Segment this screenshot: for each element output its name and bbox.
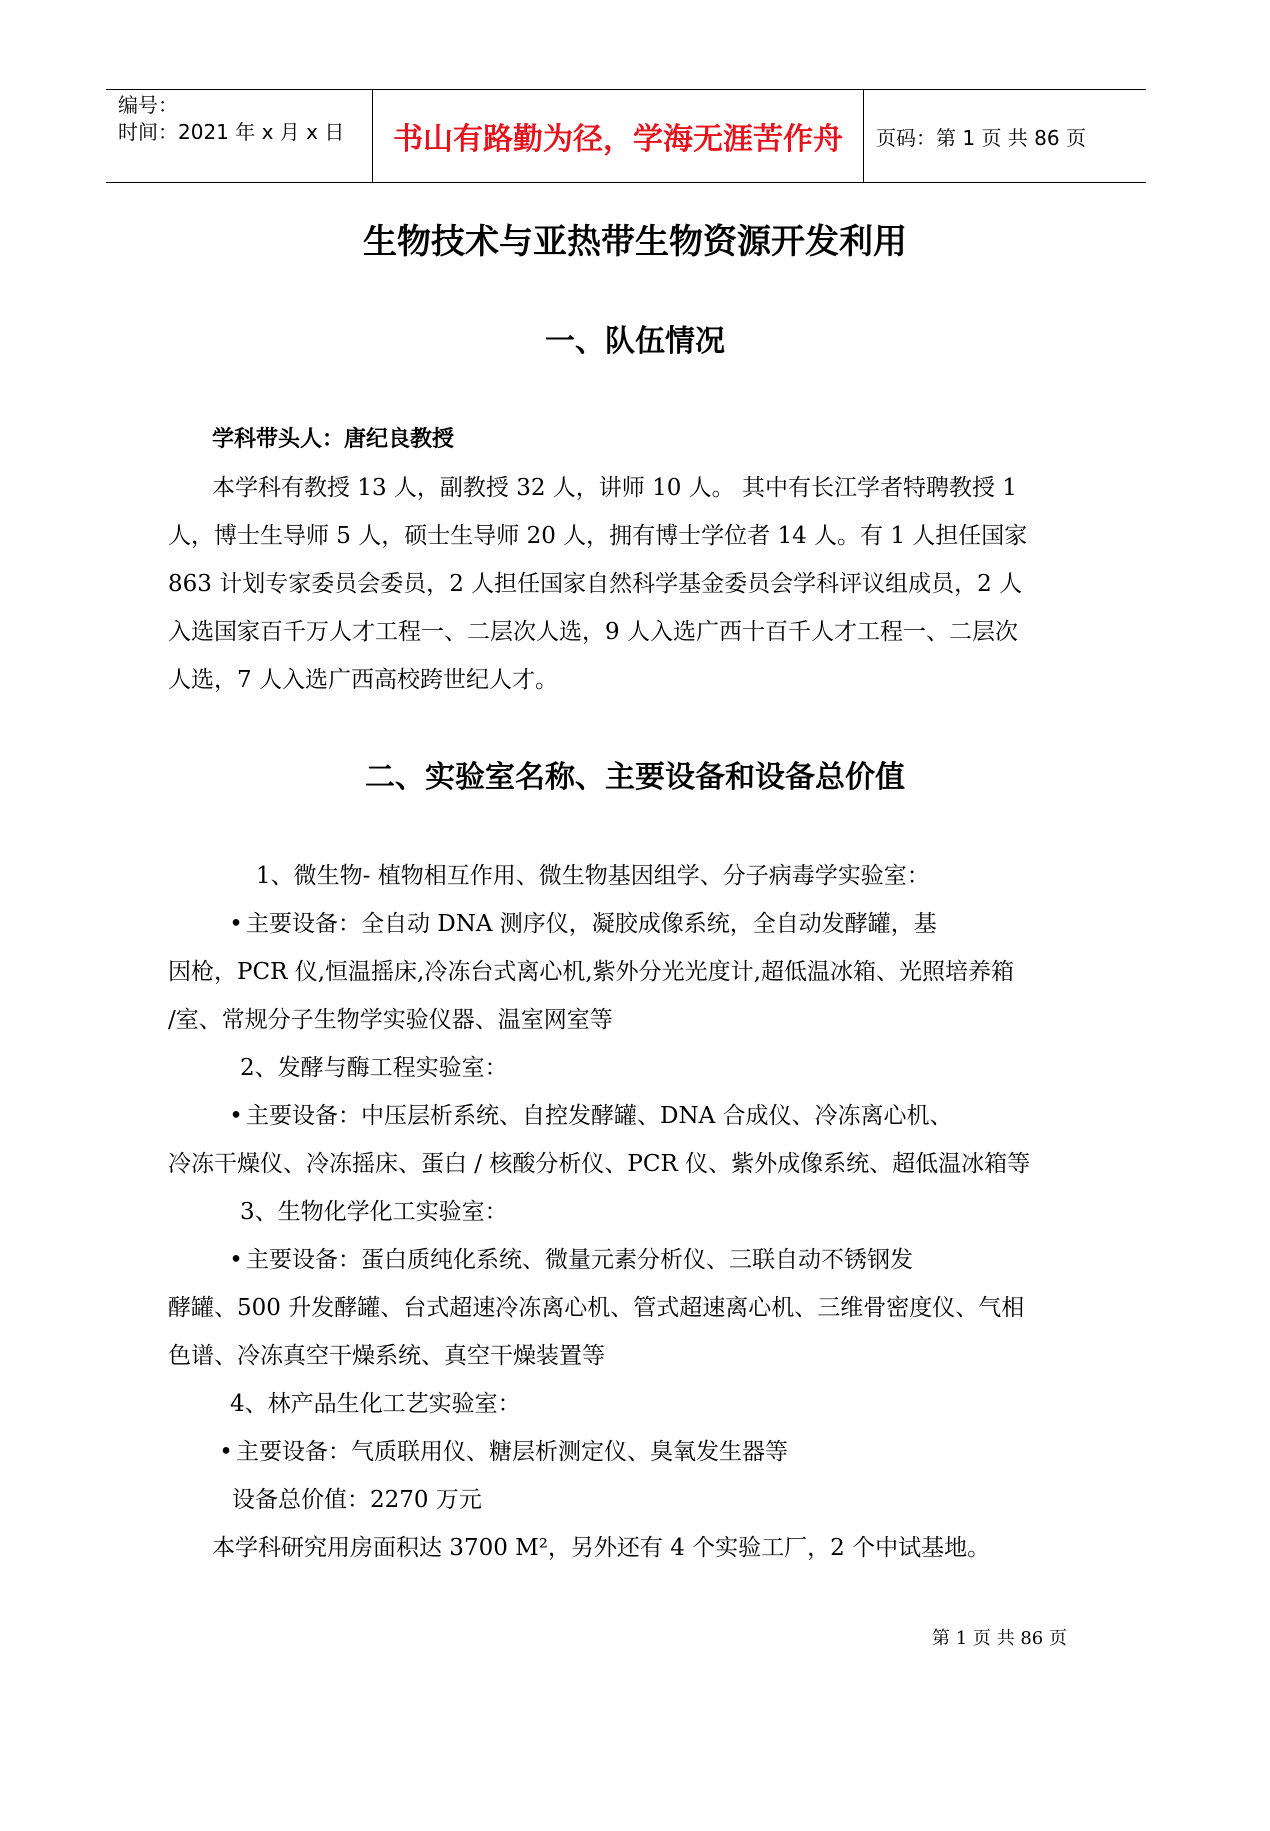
document-title: 生物技术与亚热带生物资源开发利用 [363, 222, 907, 262]
equipment-text: 主要设备：气质联用仪、糖层析测定仪、臭氧发生器等 [236, 1439, 788, 1465]
time-label: 时间：2021 年 x 月 x 日 [118, 120, 345, 144]
paragraph-line: 人选，7 人入选广西高校跨世纪人才。 [168, 667, 558, 693]
page-footer: 第 1 页 共 86 页 [932, 1628, 1067, 1649]
section1-heading: 一、队伍情况 [545, 324, 725, 359]
lab2-equipment [226, 1092, 1146, 1140]
header-table [106, 89, 1146, 183]
paragraph-line: 863 计划专家委员会委员，2 人担任国家自然科学基金委员会学科评议组成员，2 人 [168, 571, 1023, 597]
total-value: 设备总价值：2270 万元 [232, 1487, 482, 1513]
subject-leader: 学科带头人：唐纪良教授 [212, 427, 455, 452]
equipment-text: 主要设备：全自动 DNA 测序仪，凝胶成像系统，全自动发酵罐，基 [246, 911, 937, 937]
paragraph-line: 入选国家百千万人才工程一、二层次人选，9 人入选广西十百千人才工程一、二层次 [168, 619, 1018, 645]
equipment-text: 主要设备：中压层析系统、自控发酵罐、DNA 合成仪、冷冻离心机、 [246, 1103, 953, 1129]
paragraph-line: 色谱、冷冻真空干燥系统、真空干燥装置等 [168, 1343, 605, 1369]
area-line: 本学科研究用房面积达 3700 M²，另外还有 4 个实验工厂，2 个中试基地。 [212, 1535, 991, 1561]
paragraph-line: 酵罐、500 升发酵罐、台式超速冷冻离心机、管式超速离心机、三维骨密度仪、气相 [168, 1295, 1025, 1321]
bullet-icon: • [229, 1247, 243, 1273]
lab1-title: 1、微生物- 植物相互作用、微生物基因组学、分子病毒学实验室： [256, 863, 930, 889]
bullet-icon: • [229, 911, 243, 937]
paragraph-line: /室、常规分子生物学实验仪器、温室网室等 [168, 1007, 613, 1033]
bullet-icon: • [229, 1103, 243, 1129]
paragraph-line: 本学科有教授 13 人，副教授 32 人，讲师 10 人。 其中有长江学者特聘教授 1 [212, 475, 1017, 501]
paragraph-line: 人，博士生导师 5 人，硕士生导师 20 人，拥有博士学位者 14 人。有 1 人担任国家 [168, 523, 1028, 549]
bullet-icon: • [219, 1439, 233, 1465]
section2-heading: 二、实验室名称、主要设备和设备总价值 [365, 760, 905, 795]
lab3-title: 3、生物化学化工实验室： [240, 1199, 508, 1225]
motto: 书山有路勤为径，学海无涯苦作舟 [372, 90, 864, 182]
lab1-equipment [226, 900, 1146, 948]
paragraph-line: 因枪，PCR 仪,恒温摇床,冷冻台式离心机,紫外分光光度计,超低温冰箱、光照培养箱 [168, 959, 1014, 985]
lab3-equipment [226, 1236, 1146, 1284]
equipment-text: 主要设备：蛋白质纯化系统、微量元素分析仪、三联自动不锈钢发 [246, 1247, 913, 1273]
lab4-equipment [216, 1428, 1136, 1476]
number-label: 编号： [118, 93, 178, 117]
page-info: 页码：第 1 页 共 86 页 [876, 125, 1086, 150]
lab4-title: 4、林产品生化工艺实验室： [230, 1391, 521, 1417]
paragraph-line: 冷冻干燥仪、冷冻摇床、蛋白 / 核酸分析仪、PCR 仪、紫外成像系统、超低温冰箱等 [168, 1151, 1031, 1177]
header-left-cell [106, 90, 372, 182]
lab2-title: 2、发酵与酶工程实验室： [240, 1055, 508, 1081]
